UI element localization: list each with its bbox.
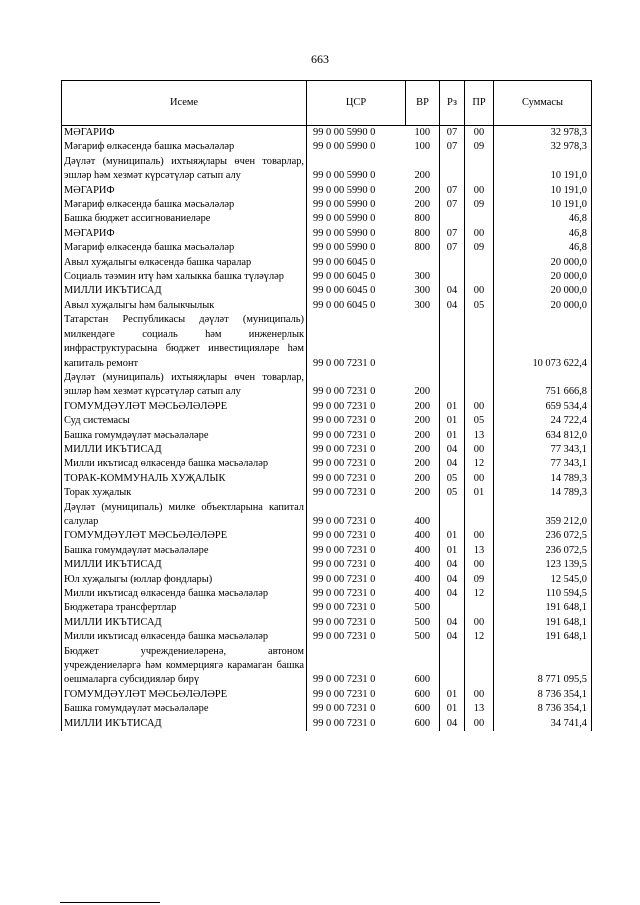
row-sum: 236 072,5 [494, 544, 592, 558]
row-sum: 20 000,0 [494, 270, 592, 284]
row-rz: 04 [440, 457, 465, 471]
row-csr: 99 0 00 7231 0 [313, 703, 376, 715]
row-rz: 05 [440, 486, 465, 500]
row-csr: 99 0 00 5990 0 [307, 126, 406, 141]
row-vr: 200 [406, 457, 440, 471]
row-rz [440, 371, 465, 400]
row-pr [465, 371, 494, 400]
row-vr: 200 [406, 414, 440, 428]
header-sum: Суммасы [494, 81, 592, 126]
table-row [62, 457, 592, 471]
row-csr: 99 0 00 7231 0 [313, 573, 376, 585]
table-row [62, 184, 592, 198]
row-vr: 300 [406, 270, 440, 284]
row-pr: 09 [465, 573, 494, 587]
row-sum: 20 000,0 [494, 256, 592, 270]
table-row [62, 241, 592, 255]
table-row [62, 688, 592, 702]
row-csr: 99 0 00 5990 0 [313, 184, 376, 196]
row-pr: 09 [465, 198, 494, 212]
row-sum: 32 978,3 [494, 140, 592, 154]
row-csr: 99 0 00 7231 0 [313, 386, 376, 398]
row-rz: 04 [440, 587, 465, 601]
table-row [62, 544, 592, 558]
row-csr: 99 0 00 6045 0 [313, 256, 376, 268]
row-vr: 200 [406, 429, 440, 443]
row-csr: 99 0 00 7231 0 [313, 717, 376, 729]
row-vr: 800 [406, 241, 440, 255]
row-pr [465, 270, 494, 284]
row-pr: 01 [465, 486, 494, 500]
row-vr: 400 [406, 587, 440, 601]
row-csr: 99 0 00 7231 0 [313, 400, 376, 412]
row-csr: 99 0 00 7231 0 [313, 415, 376, 427]
page-number: 663 [311, 52, 329, 66]
table-row [62, 414, 592, 428]
row-sum: 24 722,4 [494, 414, 592, 428]
row-pr: 13 [465, 544, 494, 558]
row-name: МИЛЛИ ИКЪТИСАД [62, 558, 307, 572]
row-vr: 200 [406, 486, 440, 500]
row-sum: 77 343,1 [494, 443, 592, 457]
row-sum: 191 648,1 [494, 630, 592, 644]
row-sum: 46,8 [494, 241, 592, 255]
row-csr: 99 0 00 5990 0 [313, 227, 376, 239]
row-csr: 99 0 00 7231 0 [313, 631, 376, 643]
row-name: МӘГАРИФ [62, 184, 307, 198]
row-name: Юл хуҗалыгы (юллар фондлары) [62, 573, 307, 587]
table-body [62, 126, 592, 732]
table-row [62, 126, 592, 141]
row-name: ГОМУМДӘҮЛӘТ МӘСЬӘЛӘЛӘРЕ [62, 529, 307, 543]
row-rz: 04 [440, 284, 465, 298]
table-row [62, 256, 592, 270]
row-rz: 01 [440, 529, 465, 543]
row-vr: 800 [406, 227, 440, 241]
row-csr: 99 0 00 7231 0 [313, 458, 376, 470]
row-sum: 20 000,0 [494, 299, 592, 313]
table-row [62, 501, 592, 530]
row-pr: 09 [465, 241, 494, 255]
row-vr: 400 [406, 558, 440, 572]
row-name: Бюджетара трансфертлар [62, 601, 307, 615]
row-pr: 00 [465, 443, 494, 457]
row-sum: 77 343,1 [494, 457, 592, 471]
row-pr: 05 [465, 299, 494, 313]
row-csr: 99 0 00 6045 0 [313, 299, 376, 311]
row-name: Башка гомумдәүләт мәсьәләләре [62, 544, 307, 558]
table-row [62, 198, 592, 212]
row-sum: 110 594,5 [494, 587, 592, 601]
row-rz: 07 [440, 198, 465, 212]
row-name: Башка гомумдәүләт мәсьәләләре [62, 429, 307, 443]
row-sum: 32 978,3 [494, 126, 592, 141]
header-pr: ПР [465, 81, 494, 126]
row-name: Милли икътисад өлкәсендә башка мәсьәләләр [62, 457, 307, 471]
table-row [62, 400, 592, 414]
row-csr: 99 0 00 7231 0 [313, 487, 376, 499]
row-csr: 99 0 00 7231 0 [313, 544, 376, 556]
row-rz: 01 [440, 414, 465, 428]
table-row [62, 284, 592, 298]
row-csr: 99 0 00 6045 0 [313, 285, 376, 297]
row-rz: 01 [440, 429, 465, 443]
row-name: Дәүләт (муниципаль) милке объектларына капитал салулар [62, 501, 307, 530]
row-name: ГОМУМДӘҮЛӘТ МӘСЬӘЛӘЛӘРЕ [62, 688, 307, 702]
row-csr: 99 0 00 7231 0 [313, 688, 376, 700]
row-csr: 99 0 00 7231 0 [313, 357, 376, 369]
row-pr: 13 [465, 429, 494, 443]
row-rz [440, 270, 465, 284]
row-pr: 00 [465, 616, 494, 630]
row-pr [465, 601, 494, 615]
row-sum: 191 648,1 [494, 601, 592, 615]
table-row [62, 645, 592, 688]
row-pr [465, 155, 494, 184]
row-name: Дәүләт (муниципаль) ихтыяҗлары өчен товарлар, эшләр һәм хезмәт күрсәтүләр сатып алу [62, 371, 307, 400]
row-name: ТОРАК-КОММУНАЛЬ ХУҖАЛЫК [62, 472, 307, 486]
table-row [62, 587, 592, 601]
row-name: ГОМУМДӘҮЛӘТ МӘСЬӘЛӘЛӘРЕ [62, 400, 307, 414]
row-vr: 800 [406, 212, 440, 226]
row-csr: 99 0 00 6045 0 [313, 271, 376, 283]
row-name: МИЛЛИ ИКЪТИСАД [62, 443, 307, 457]
row-vr: 200 [406, 371, 440, 400]
row-rz: 04 [440, 299, 465, 313]
row-pr [465, 645, 494, 688]
row-sum: 10 191,0 [494, 155, 592, 184]
row-rz: 04 [440, 630, 465, 644]
table-row [62, 299, 592, 313]
row-csr: 99 0 00 5990 0 [313, 170, 376, 182]
row-rz [440, 501, 465, 530]
row-vr: 600 [406, 645, 440, 688]
row-rz: 04 [440, 616, 465, 630]
row-vr: 200 [406, 443, 440, 457]
row-name: Дәүләт (муниципаль) ихтыяҗлары өчен товарлар, эшләр һәм хезмәт күрсәтүләр сатып алу [62, 155, 307, 184]
row-rz: 01 [440, 688, 465, 702]
row-vr: 200 [406, 184, 440, 198]
table-row [62, 313, 592, 371]
row-pr [465, 501, 494, 530]
table-row [62, 702, 592, 716]
footnote-divider [60, 902, 160, 903]
row-name: Торак хуҗалык [62, 486, 307, 500]
row-pr [465, 313, 494, 371]
row-rz [440, 256, 465, 270]
table-row [62, 270, 592, 284]
row-name: Милли икътисад өлкәсендә башка мәсьәләләр [62, 587, 307, 601]
row-csr: 99 0 00 5990 0 [313, 141, 376, 153]
row-name: МӘГАРИФ [62, 227, 307, 241]
row-csr: 99 0 00 7231 0 [313, 588, 376, 599]
table-row [62, 371, 592, 400]
row-sum: 10 191,0 [494, 184, 592, 198]
row-csr: 99 0 00 5990 0 [313, 213, 376, 225]
row-pr: 00 [465, 184, 494, 198]
row-csr: 99 0 00 5990 0 [313, 199, 376, 211]
row-rz: 04 [440, 443, 465, 457]
row-name: МИЛЛИ ИКЪТИСАД [62, 284, 307, 298]
row-pr: 12 [465, 630, 494, 644]
row-vr: 200 [406, 472, 440, 486]
row-sum: 191 648,1 [494, 616, 592, 630]
row-sum: 359 212,0 [494, 501, 592, 530]
row-sum: 8 771 095,5 [494, 645, 592, 688]
row-rz: 04 [440, 717, 465, 731]
row-csr: 99 0 00 7231 0 [313, 616, 376, 628]
row-vr: 600 [406, 688, 440, 702]
table-row [62, 630, 592, 644]
table-row [62, 486, 592, 500]
row-name: Мәгариф өлкәсендә башка мәсьәләләр [62, 140, 307, 154]
row-csr: 99 0 00 7231 0 [313, 559, 376, 571]
row-vr: 200 [406, 155, 440, 184]
header-rz: Рз [440, 81, 465, 126]
row-sum: 46,8 [494, 227, 592, 241]
row-vr: 400 [406, 544, 440, 558]
row-pr: 00 [465, 558, 494, 572]
row-sum: 34 741,4 [494, 717, 592, 731]
row-vr: 400 [406, 573, 440, 587]
table-row [62, 529, 592, 543]
row-name: Милли икътисад өлкәсендә башка мәсьәләләр [62, 630, 307, 644]
row-csr: 99 0 00 7231 0 [313, 443, 376, 455]
table-row [62, 616, 592, 630]
header-vr: ВР [406, 81, 440, 126]
row-vr: 100 [406, 140, 440, 154]
row-pr: 00 [465, 717, 494, 731]
row-vr [406, 313, 440, 371]
table-row [62, 472, 592, 486]
row-vr: 600 [406, 717, 440, 731]
row-sum: 10 073 622,4 [494, 313, 592, 371]
table-row [62, 601, 592, 615]
table-row [62, 429, 592, 443]
row-name: Суд системасы [62, 414, 307, 428]
header-csr: ЦСР [307, 81, 406, 126]
row-sum: 10 191,0 [494, 198, 592, 212]
row-vr: 500 [406, 616, 440, 630]
row-csr: 99 0 00 7231 0 [313, 530, 376, 542]
row-pr: 00 [465, 472, 494, 486]
row-sum: 20 000,0 [494, 284, 592, 298]
table-row [62, 155, 592, 184]
row-vr: 600 [406, 702, 440, 716]
table-row [62, 227, 592, 241]
row-vr: 500 [406, 630, 440, 644]
row-pr: 09 [465, 140, 494, 154]
row-vr: 500 [406, 601, 440, 615]
row-vr: 200 [406, 198, 440, 212]
row-sum: 8 736 354,1 [494, 702, 592, 716]
row-sum: 236 072,5 [494, 529, 592, 543]
row-name: Бюджет учреждениеләренә, автоном учреждениеләргә һәм коммерциягә карамаган башка оешмаларга субсидияләр бирү [62, 645, 307, 688]
row-rz: 07 [440, 227, 465, 241]
row-rz: 05 [440, 472, 465, 486]
row-rz: 01 [440, 544, 465, 558]
row-csr: 99 0 00 7231 0 [313, 515, 376, 527]
row-rz: 07 [440, 126, 465, 141]
row-rz [440, 212, 465, 226]
row-name: Авыл хуҗалыгы өлкәсендә башка чаралар [62, 256, 307, 270]
row-rz [440, 601, 465, 615]
row-rz: 04 [440, 573, 465, 587]
row-sum: 46,8 [494, 212, 592, 226]
row-vr: 100 [406, 126, 440, 141]
row-name: Башка бюджет ассигнованиеләре [62, 212, 307, 226]
row-name: МӘГАРИФ [62, 126, 307, 141]
row-csr: 99 0 00 7231 0 [313, 674, 376, 686]
row-pr: 00 [465, 126, 494, 141]
row-sum: 634 812,0 [494, 429, 592, 443]
budget-table [61, 80, 592, 731]
row-rz: 01 [440, 702, 465, 716]
row-pr: 00 [465, 284, 494, 298]
row-pr: 12 [465, 587, 494, 601]
row-name: Татарстан Республикасы дәүләт (муниципаль) милкендәге социаль һәм инженерлык инфраструктурасына бюджет инвестицияләре һәм капиталь ремонт [62, 313, 307, 371]
row-sum: 659 534,4 [494, 400, 592, 414]
row-rz: 07 [440, 241, 465, 255]
row-pr: 00 [465, 227, 494, 241]
row-pr: 13 [465, 702, 494, 716]
row-name: Башка гомумдәүләт мәсьәләләре [62, 702, 307, 716]
row-pr [465, 256, 494, 270]
row-name: Социаль тәэмин итү һәм халыкка башка түләүләр [62, 270, 307, 284]
table-row [62, 717, 592, 731]
row-rz: 07 [440, 184, 465, 198]
row-rz: 04 [440, 558, 465, 572]
row-pr: 12 [465, 457, 494, 471]
row-rz [440, 313, 465, 371]
row-vr: 300 [406, 284, 440, 298]
row-csr: 99 0 00 7231 0 [313, 602, 376, 614]
row-sum: 751 666,8 [494, 371, 592, 400]
table-row [62, 140, 592, 154]
row-csr: 99 0 00 5990 0 [313, 242, 376, 254]
row-sum: 14 789,3 [494, 486, 592, 500]
row-rz [440, 645, 465, 688]
row-pr: 00 [465, 400, 494, 414]
row-sum: 123 139,5 [494, 558, 592, 572]
row-csr: 99 0 00 7231 0 [313, 472, 376, 484]
row-name: Мәгариф өлкәсендә башка мәсьәләләр [62, 241, 307, 255]
row-csr: 99 0 00 7231 0 [313, 429, 376, 441]
row-sum: 12 545,0 [494, 573, 592, 587]
row-vr: 400 [406, 529, 440, 543]
row-vr [406, 256, 440, 270]
row-name: Авыл хуҗалыгы һәм балыкчылык [62, 299, 307, 313]
row-sum: 8 736 354,1 [494, 688, 592, 702]
row-name: МИЛЛИ ИКЪТИСАД [62, 616, 307, 630]
table-header-row [62, 81, 592, 126]
row-pr: 00 [465, 688, 494, 702]
row-vr: 300 [406, 299, 440, 313]
row-vr: 200 [406, 400, 440, 414]
row-pr [465, 212, 494, 226]
row-name: МИЛЛИ ИКЪТИСАД [62, 717, 307, 731]
row-rz: 01 [440, 400, 465, 414]
table-row [62, 212, 592, 226]
row-rz [440, 155, 465, 184]
row-pr: 05 [465, 414, 494, 428]
row-rz: 07 [440, 140, 465, 154]
row-vr: 400 [406, 501, 440, 530]
header-name: Исеме [62, 81, 307, 126]
row-pr: 00 [465, 529, 494, 543]
table-row [62, 558, 592, 572]
row-name: Мәгариф өлкәсендә башка мәсьәләләр [62, 198, 307, 212]
row-sum: 14 789,3 [494, 472, 592, 486]
table-row [62, 443, 592, 457]
table-row [62, 573, 592, 587]
